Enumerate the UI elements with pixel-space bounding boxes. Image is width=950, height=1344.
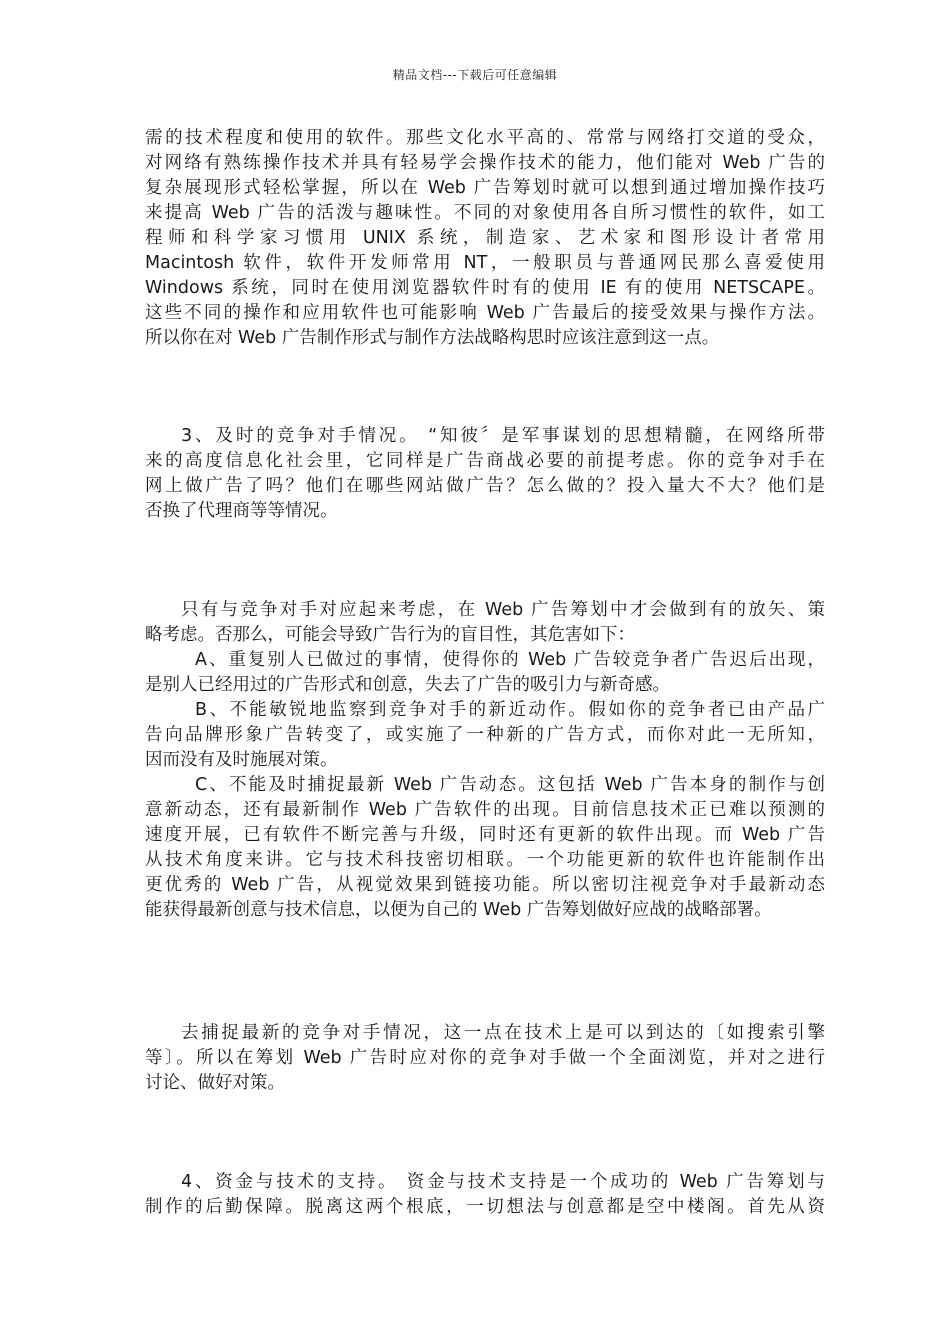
text-line: 来的高度信息化社会里，它同样是广告商战必要的前提考虑。你的竞争对手在	[145, 451, 825, 471]
text-line: 3、及时的竞争对手情况。 “知彼〞是军事谋划的思想精髓，在网络所带	[181, 426, 825, 446]
text-line: 网上做广告了吗？他们在哪些网站做广告？怎么做的？投入量大不大？他们是	[145, 476, 825, 496]
paragraph-hazards	[145, 598, 825, 923]
text-line: B、不能敏锐地监察到竞争对手的新近动作。假如你的竞争者已由产品广	[195, 700, 825, 720]
text-line: 制作的后勤保障。脱离这两个根底，一切想法与创意都是空中楼阁。首先从资	[145, 1197, 825, 1217]
text-line: 对网络有熟练操作技术并具有轻易学会操作技术的能力，他们能对 Web 广告的	[145, 153, 825, 173]
text-line: 能获得最新创意与技术信息，以便为自己的 Web 广告筹划做好应战的战略部署。	[145, 900, 772, 920]
text-line: 所以你在对 Web 广告制作形式与制作方法战略构思时应该注意到这一点。	[145, 328, 720, 348]
paragraph-software	[145, 126, 825, 351]
text-line: 复杂展现形式轻松掌握，所以在 Web 广告筹划时就可以想到通过增加操作技巧	[145, 178, 825, 198]
text-line: 只有与竞争对手对应起来考虑，在 Web 广告筹划中才会做到有的放矢、策	[181, 600, 825, 620]
text-line: 告向品牌形象广告转变了，或实施了一种新的广告方式，而你对此一无所知，	[145, 725, 825, 745]
paragraph-competitor	[145, 424, 825, 524]
text-line: 程师和科学家习惯用 UNIX 系统，制造家、艺术家和图形设计者常用	[145, 228, 825, 248]
text-line: 需的技术程度和使用的软件。那些文化水平高的、常常与网络打交道的受众，	[145, 128, 825, 148]
text-line: 4、资金与技术的支持。 资金与技术支持是一个成功的 Web 广告筹划与	[181, 1172, 825, 1192]
text-line: 从技术角度来讲。它与技术科技密切相联。一个功能更新的软件也许能制作出	[145, 850, 825, 870]
text-line: 更优秀的 Web 广告，从视觉效果到链接功能。所以密切注视竞争对手最新动态	[145, 875, 825, 895]
text-line: 略考虑。否那么，可能会导致广告行为的盲目性，其危害如下：	[145, 625, 635, 645]
text-line: 讨论、做好对策。	[145, 1073, 285, 1093]
text-line: 否换了代理商等等情况。	[145, 501, 338, 521]
paragraph-capture	[145, 1021, 825, 1096]
text-line: 意新动态，还有最新制作 Web 广告软件的出现。目前信息技术正已难以预测的	[145, 800, 825, 820]
paragraph-funding	[145, 1170, 825, 1220]
text-line: 去捕捉最新的竞争对手情况，这一点在技术上是可以到达的〔如搜索引擎	[181, 1023, 825, 1043]
text-line: 因而没有及时施展对策。	[145, 750, 338, 770]
text-line: Windows 系统，同时在使用浏览器软件时有的使用 IE 有的使用 NETSCAPE。	[145, 278, 825, 298]
text-line: 来提高 Web 广告的活泼与趣味性。不同的对象使用各自所习惯性的软件，如工	[145, 203, 825, 223]
text-line: Macintosh 软件，软件开发师常用 NT，一般职员与普通网民那么喜爱使用	[145, 253, 825, 273]
text-line: C、不能及时捕捉最新 Web 广告动态。这包括 Web 广告本身的制作与创	[195, 775, 825, 795]
text-line: 速度开展，已有软件不断完善与升级，同时还有更新的软件出现。而 Web 广告	[145, 825, 825, 845]
text-line: A、重复别人已做过的事情，使得你的 Web 广告较竞争者广告迟后出现，	[195, 650, 825, 670]
text-line: 这些不同的操作和应用软件也可能影响 Web 广告最后的接受效果与操作方法。	[145, 303, 825, 323]
page-header: 精品文档---下载后可任意编辑	[392, 68, 558, 82]
text-line: 是别人已经用过的广告形式和创意，失去了广告的吸引力与新奇感。	[145, 675, 670, 695]
text-line: 等〕。所以在筹划 Web 广告时应对你的竞争对手做一个全面浏览，并对之进行	[145, 1048, 825, 1068]
